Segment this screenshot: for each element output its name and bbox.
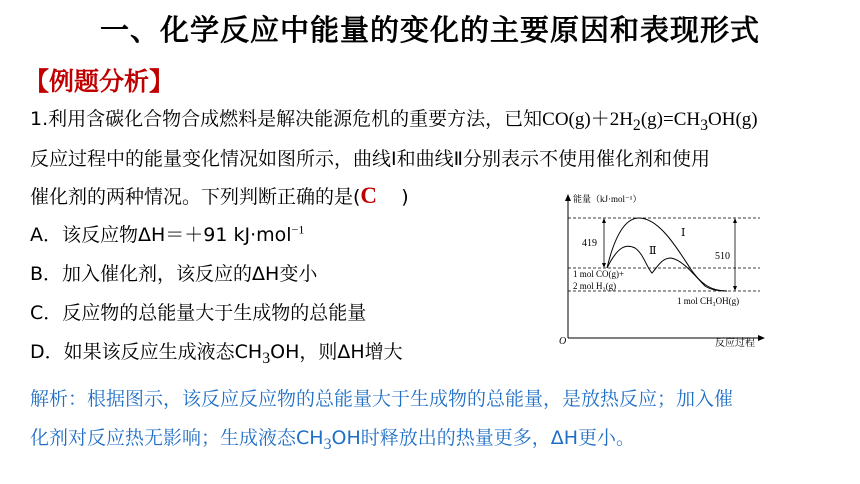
y-axis-arrow	[565, 194, 571, 201]
option-a-sup: −1	[291, 222, 305, 237]
value-510: 510	[715, 251, 730, 262]
arrow-510-head-top	[733, 218, 737, 223]
question-text: )	[377, 186, 409, 208]
product-label: 1 mol CH₃OH(g)	[677, 296, 740, 306]
y-axis-label: 能量（kJ·mol⁻¹）	[573, 194, 642, 204]
arrow-419-head-bottom	[602, 263, 606, 268]
curve-1-label: Ⅰ	[681, 227, 686, 239]
option-d-text: OH，则ΔH增大	[270, 341, 403, 363]
question-line-3	[30, 182, 409, 209]
reactant-label-1: 1 mol CO(g)+	[573, 269, 625, 279]
section-label: 【例题分析】	[24, 67, 175, 96]
value-419: 419	[582, 238, 597, 249]
analysis-line-2	[30, 423, 635, 454]
option-a[interactable]	[30, 220, 304, 247]
option-b[interactable]: B．加入催化剂，该反应的ΔH变小	[30, 263, 318, 285]
arrow-510-head-bottom	[733, 286, 737, 291]
analysis-text: 化剂对反应热无影响；生成液态CH	[30, 427, 324, 449]
curve-2	[607, 246, 727, 291]
arrow-419-head-top	[602, 218, 606, 223]
option-d[interactable]	[30, 337, 403, 368]
equation-part: CO(g)＋2H	[542, 109, 633, 130]
analysis-text: OH时释放出的热量更多，ΔH更小。	[331, 427, 636, 449]
answer-mark: C	[360, 183, 378, 208]
equation	[542, 109, 758, 134]
page-title: 一、化学反应中能量的变化的主要原因和表现形式	[99, 13, 760, 47]
option-c[interactable]: C．反应物的总能量大于生成物的总能量	[30, 302, 367, 324]
x-axis-label: 反应过程	[715, 338, 755, 348]
question-line-1	[30, 104, 758, 135]
analysis-line-1: 解析：根据图示，该反应反应物的总能量大于生成物的总能量，是放热反应；加入催	[30, 388, 734, 410]
equation-part: OH(g)	[708, 109, 758, 130]
equation-part: (g)=CH	[640, 109, 701, 130]
question-text: 1.利用含碳化合物合成燃料是解决能源危机的重要方法，已知	[30, 108, 543, 130]
analysis-sub: 3	[323, 435, 332, 453]
reactant-label-2: 2 mol H₂(g)	[573, 281, 617, 291]
equation-subscript: 3	[700, 116, 709, 134]
x-axis-arrow	[758, 335, 765, 341]
option-d-sub: 3	[262, 349, 271, 367]
origin-label: O	[559, 336, 567, 347]
question-line-2: 反应过程中的能量变化情况如图所示，曲线Ⅰ和曲线Ⅱ分别表示不使用催化剂和使用	[30, 148, 710, 170]
option-a-text: A．该反应物ΔH＝＋91 kJ·mol	[30, 224, 292, 246]
option-d-text: D．如果该反应生成液态CH	[30, 341, 263, 363]
curve-2-label: Ⅱ	[649, 245, 657, 257]
curve-1	[607, 218, 727, 291]
energy-diagram	[555, 188, 770, 348]
equation-subscript: 2	[632, 116, 641, 134]
question-text: 催化剂的两种情况。下列判断正确的是(	[30, 186, 361, 208]
